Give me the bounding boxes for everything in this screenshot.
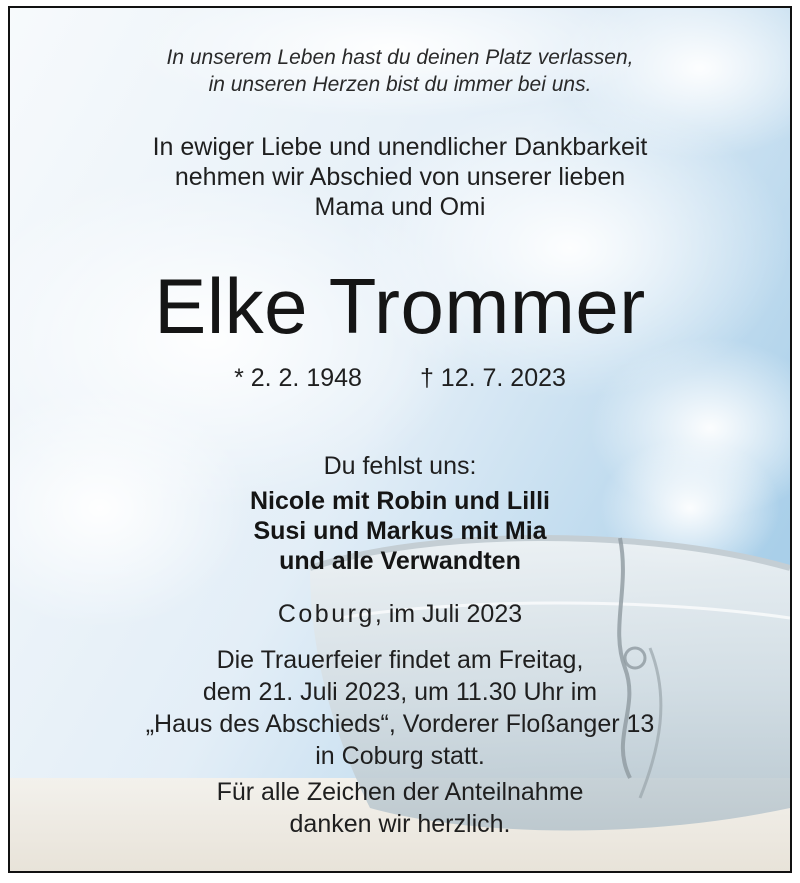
life-dates bbox=[10, 362, 790, 394]
intro-line: In ewiger Liebe und unendlicher Dankbarkeit bbox=[152, 133, 648, 161]
place-date-rest: , im Juli 2023 bbox=[374, 600, 523, 628]
place-city: Coburg bbox=[277, 600, 375, 628]
birth-date: * 2. 2. 1948 bbox=[234, 364, 362, 392]
death-date: † 12. 7. 2023 bbox=[419, 364, 566, 392]
mourners-list bbox=[10, 486, 790, 576]
place-date bbox=[10, 598, 790, 630]
intro-text bbox=[10, 132, 790, 222]
deceased-name: Elke Trommer bbox=[154, 262, 646, 350]
mourner-line: Susi und Markus mit Mia bbox=[253, 517, 547, 545]
motto-line: In unserem Leben hast du deinen Platz verlassen, bbox=[166, 46, 634, 69]
motto-line: in unseren Herzen bist du immer bei uns. bbox=[208, 73, 592, 96]
intro-line: nehmen wir Abschied von unserer lieben bbox=[174, 163, 626, 191]
thanks-line: Für alle Zeichen der Anteilnahme bbox=[216, 778, 584, 806]
funeral-line: Die Trauerfeier findet am Freitag, bbox=[216, 646, 584, 674]
mourner-line: und alle Verwandten bbox=[279, 547, 521, 575]
obituary-notice bbox=[8, 6, 792, 873]
funeral-info bbox=[10, 644, 790, 772]
funeral-line: in Coburg statt. bbox=[315, 742, 485, 770]
notice-content bbox=[10, 8, 790, 871]
mourner-line: Nicole mit Robin und Lilli bbox=[250, 487, 550, 515]
funeral-line: „Haus des Abschieds“, Vorderer Floßanger 13 bbox=[145, 710, 655, 738]
motto bbox=[10, 44, 790, 98]
mourners-heading: Du fehlst uns: bbox=[323, 452, 477, 480]
intro-line: Mama und Omi bbox=[314, 193, 486, 221]
thanks-text bbox=[10, 776, 790, 840]
thanks-line: danken wir herzlich. bbox=[289, 810, 511, 838]
funeral-line: dem 21. Juli 2023, um 11.30 Uhr im bbox=[202, 678, 598, 706]
